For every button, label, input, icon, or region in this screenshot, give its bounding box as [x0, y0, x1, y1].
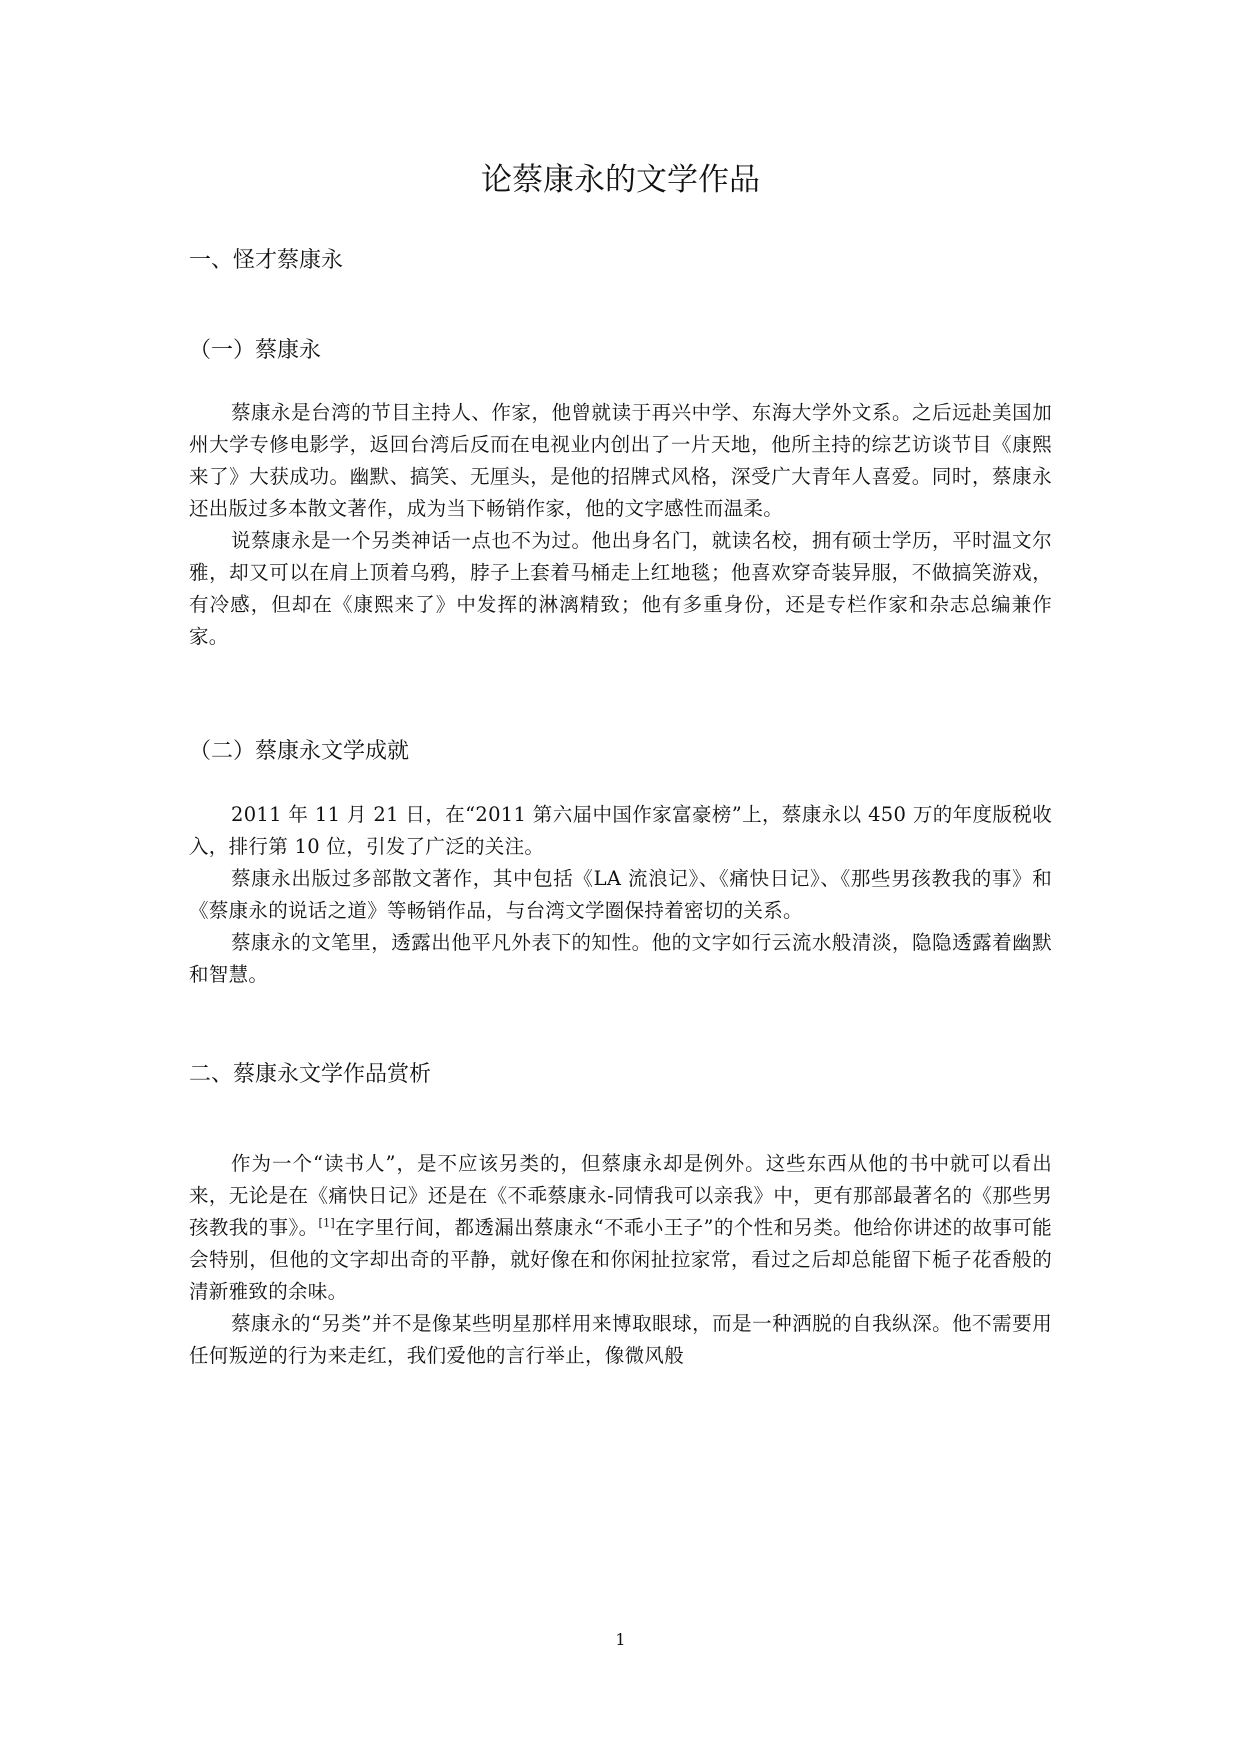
paragraph: 2011 年 11 月 21 日，在“2011 第六届中国作家富豪榜”上，蔡康永以 450 万的年度版税收入，排行第 10 位，引发了广泛的关注。	[189, 803, 1052, 858]
document-title: 论蔡康永的文学作品	[481, 162, 760, 198]
section-1-2-body	[189, 799, 1052, 991]
section-1-2-heading: （二）蔡康永文学成就	[189, 739, 410, 764]
paragraph-text: 在字里行间，都透漏出蔡康永“不乖小王子”的个性和另类。他给你讲述的故事可能会特别，但他的文字却出奇的平静，就好像在和你闲扯拉家常，看过之后却总能留下栀子花香般的清新雅致的余味。	[189, 1216, 1052, 1303]
paragraph	[189, 1148, 1052, 1308]
paragraph: 蔡康永的文笔里，透露出他平凡外表下的知性。他的文字如行云流水般清淡，隐隐透露着幽默和智慧。	[189, 931, 1052, 986]
paragraph: 蔡康永是台湾的节目主持人、作家，他曾就读于再兴中学、东海大学外文系。之后远赴美国加州大学专修电影学，返回台湾后反而在电视业内创出了一片天地，他所主持的综艺访谈节目《康熙来了》大获成功。幽默、搞笑、无厘头，是他的招牌式风格，深受广大青年人喜爱。同时，蔡康永还出版过多本散文著作，成为当下畅销作家，他的文字感性而温柔。	[189, 401, 1052, 520]
section-2-heading: 二、蔡康永文学作品赏析	[189, 1062, 432, 1087]
paragraph-text: 作为一个“读书人”，是不应该另类的，但蔡康永却是例外。这些东西从他的书中就可以看出来，无论是在《痛快日记》还是在《不乖蔡康永-同情我可以亲我》中，更有那部最著名的《那些男孩教我的事》。	[189, 1152, 1052, 1239]
section-2-body	[189, 1148, 1052, 1372]
page-number: 1	[615, 1630, 626, 1649]
section-1-1-body	[189, 397, 1052, 653]
paragraph: 蔡康永的“另类”并不是像某些明星那样用来博取眼球，而是一种洒脱的自我纵深。他不需要用任何叛逆的行为来走红，我们爱他的言行举止，像微风般	[189, 1312, 1052, 1367]
footnote-reference: [1]	[318, 1216, 335, 1230]
section-1-1-heading: （一）蔡康永	[189, 338, 322, 363]
paragraph: 说蔡康永是一个另类神话一点也不为过。他出身名门，就读名校，拥有硕士学历，平时温文尔雅，却又可以在肩上顶着乌鸦，脖子上套着马桶走上红地毯；他喜欢穿奇装异服，不做搞笑游戏，有冷感，但却在《康熙来了》中发挥的淋漓精致；他有多重身份，还是专栏作家和杂志总编兼作家。	[189, 529, 1052, 648]
section-1-heading: 一、怪才蔡康永	[189, 248, 344, 273]
paragraph: 蔡康永出版过多部散文著作，其中包括《LA 流浪记》、《痛快日记》、《那些男孩教我的事》和《蔡康永的说话之道》等畅销作品，与台湾文学圈保持着密切的关系。	[189, 867, 1052, 922]
